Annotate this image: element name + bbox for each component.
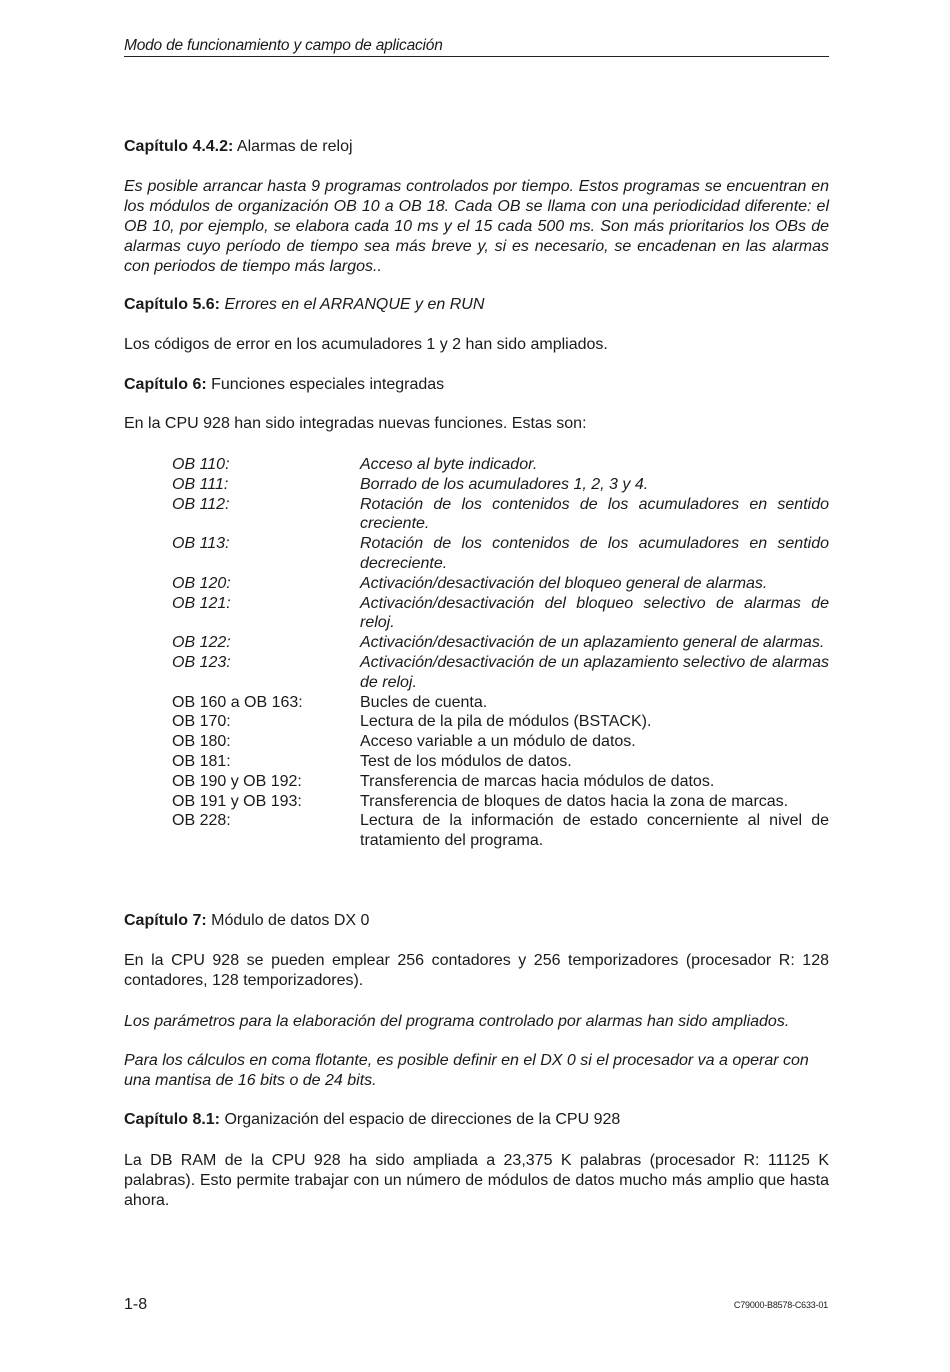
ob-code: OB 122: [172,634,231,652]
chapter-number: Capítulo 6: [124,376,207,393]
ob-code: OB 121: [172,594,231,612]
ob-code: OB 191 y OB 193: [172,792,302,810]
ob-description: Activación/desactivación de un aplazamiento selectivo de alarmas de reloj. [360,653,829,691]
ob-code: OB 181: [172,752,231,770]
ob-code: OB 170: [172,713,231,731]
ob-code: OB 123: [172,653,231,671]
chapter-number: Capítulo 5.6: [124,296,221,313]
ob-description: Transferencia de bloques de datos hacia la zona de marcas. [360,792,789,810]
list-item [172,772,829,792]
ob-description: Rotación de los contenidos de los acumuladores en sentido decreciente. [360,535,829,572]
ob-description: Test de los módulos de datos. [360,752,572,770]
section-heading-4-4-2 [124,137,829,157]
section-heading-5-6 [124,295,829,315]
list-item [172,792,829,812]
list-item [172,712,829,732]
list-item [172,693,829,713]
paragraph-db-ram: La DB RAM de la CPU 928 ha sido ampliada a 23,375 K palabras (procesador R: 11125 K palabras). Esto permite trabajar con un número de módulos de datos mucho más amplio que hasta ahora. [124,1152,829,1209]
ob-code: OB 228: [172,812,231,830]
ob-code: OB 160 a OB 163: [172,693,303,711]
ob-function-list [172,455,829,851]
chapter-title: Alarmas de reloj [236,138,353,155]
chapter-title: Módulo de datos DX 0 [211,912,370,929]
ob-code: OB 180: [172,733,231,751]
document-id: C79000-B8578-C633-01 [733,1300,828,1310]
ob-code: OB 190 y OB 192: [172,772,302,790]
section-heading-8-1 [124,1110,829,1130]
ob-code: OB 113: [172,535,230,553]
paragraph-parametros: Los parámetros para la elaboración del programa controlado por alarmas han sido ampliados. [124,1013,790,1030]
ob-code: OB 111: [172,475,229,493]
list-item [172,752,829,772]
chapter-title: Errores en el ARRANQUE y en RUN [224,296,485,313]
ob-description: Acceso al byte indicador. [360,456,538,473]
ob-description: Transferencia de marcas hacia módulos de datos. [360,772,715,790]
ob-code: OB 110: [172,456,230,473]
list-item [172,574,829,594]
page-header: Modo de funcionamiento y campo de aplicación [124,37,829,57]
ob-description: Borrado de los acumuladores 1, 2, 3 y 4. [360,475,649,493]
page-number: 1-8 [124,1296,148,1313]
ob-description: Rotación de los contenidos de los acumuladores en sentido creciente. [360,495,829,533]
paragraph-coma-flotante: Para los cálculos en coma flotante, es posible definir en el DX 0 si el procesador va a operar con una mantisa de 16 bits o de 24 bits. [124,1052,809,1089]
chapter-title: Organización del espacio de direcciones de la CPU 928 [224,1111,621,1128]
ob-description: Activación/desactivación del bloqueo general de alarmas. [360,574,768,592]
section-heading-6 [124,375,829,395]
chapter-number: Capítulo 7: [124,912,207,929]
list-item [172,475,829,495]
ob-description: Acceso variable a un módulo de datos. [360,733,636,751]
list-item [172,653,829,693]
paragraph-contadores: En la CPU 928 se pueden emplear 256 contadores y 256 temporizadores (procesador R: 128 contadores, 128 temporizadores). [124,952,829,989]
list-item [172,633,829,653]
ob-description: Activación/desactivación de un aplazamiento general de alarmas. [360,634,825,652]
ob-description: Bucles de cuenta. [360,693,488,711]
ob-description: Lectura de la pila de módulos (BSTACK). [360,713,652,731]
ob-code: OB 112: [172,495,230,513]
list-item [172,811,829,851]
paragraph-nuevas-funciones: En la CPU 928 han sido integradas nuevas funciones. Estas son: [124,415,587,432]
ob-description: Activación/desactivación del bloqueo selectivo de alarmas de reloj. [360,594,829,632]
chapter-number: Capítulo 4.4.2: [124,138,234,155]
ob-code: OB 120: [172,574,231,592]
paragraph-codigos-error: Los códigos de error en los acumuladores 1 y 2 han sido ampliados. [124,336,608,353]
ob-description: Lectura de la información de estado concerniente al nivel de tratamiento del programa. [360,812,829,850]
chapter-number: Capítulo 8.1: [124,1111,221,1128]
list-item [172,594,829,634]
list-item [172,732,829,752]
list-item [172,534,829,574]
section-heading-7 [124,911,829,931]
list-item [172,495,829,535]
chapter-title: Funciones especiales integradas [211,376,445,393]
list-item [172,455,829,475]
paragraph-alarmas-reloj: Es posible arrancar hasta 9 programas controlados por tiempo. Estos programas se encuentran en los módulos de organización OB 10 a OB 18. Cada OB se llama con una periodicidad diferente: el OB 10, por ejemplo, se elabora cada 10 ms y el 15 cada 500 ms. Son más prioritarios los OBs de alarmas cuyo período de tiempo sea más breve y, si es necesario, se encadenan en las alarmas con periodos de tiempo más largos.. [124,178,829,275]
